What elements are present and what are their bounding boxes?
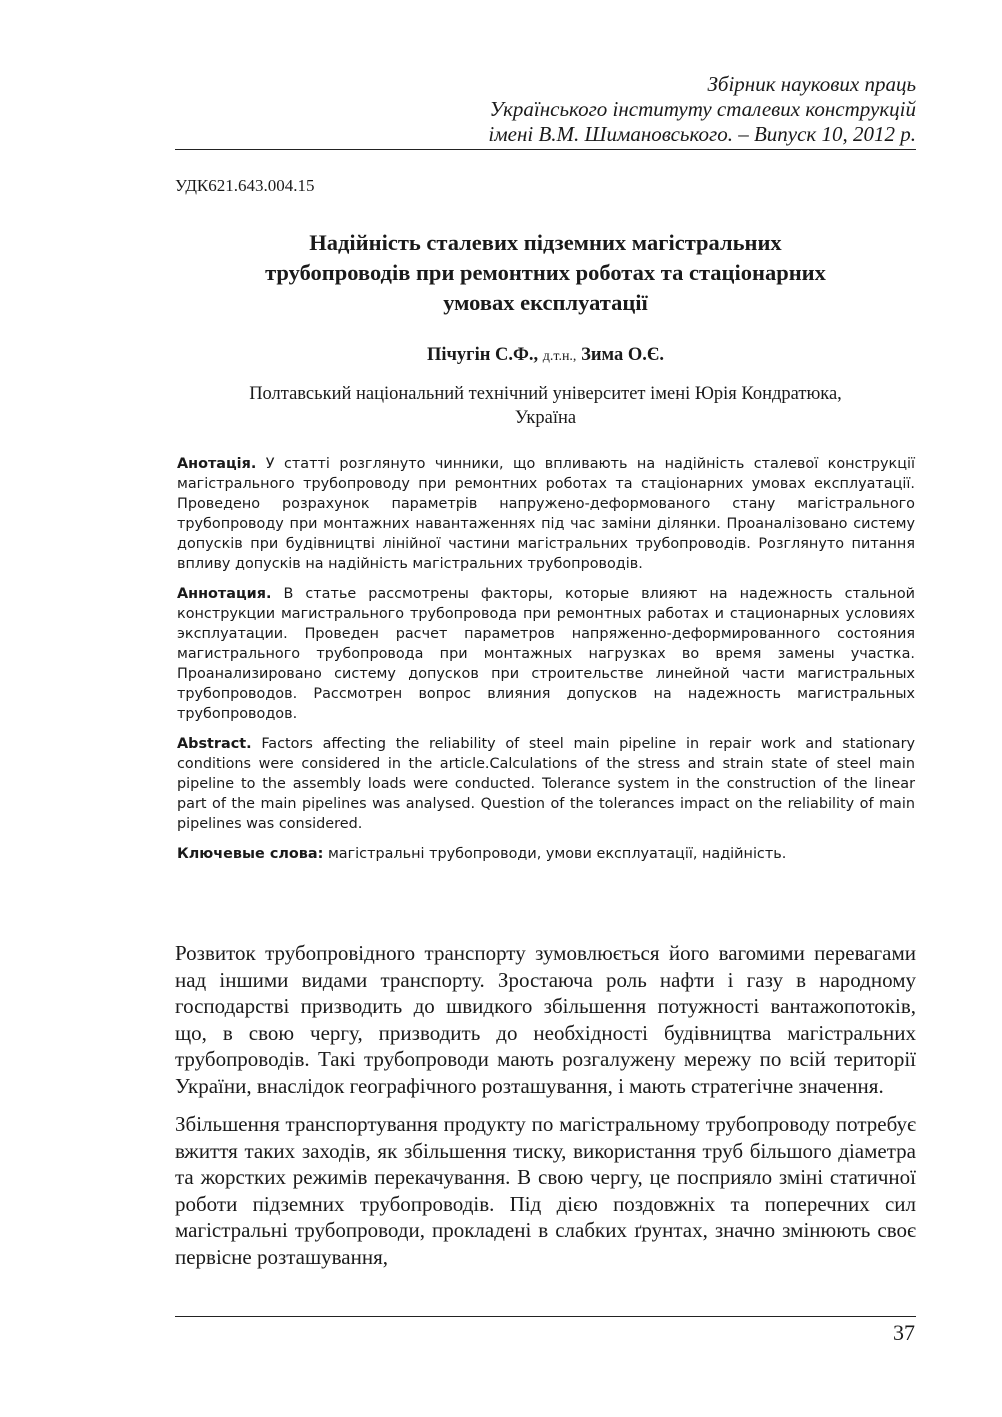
abstract-ukrainian-label: Анотація.: [177, 456, 257, 472]
author-2: Зима О.Є.: [581, 345, 665, 365]
keywords-text: магістральні трубопроводи, умови експлуатації, надійність.: [327, 846, 787, 862]
keywords-label: Ключевые слова:: [177, 846, 324, 862]
affiliation-line-2: Україна: [514, 408, 577, 428]
abstract-russian: [177, 584, 915, 724]
body-paragraph-1: Розвиток трубопровідного транспорту зумовлюється його вагомими перевагами над іншими видами транспорту. Зростаюча роль нафти і газу в народному господарстві призводить до швидкого збільшення потужності вантажопотоків, що, в свою чергу, призводить до необхідності будівництва магістральних трубопроводів. Такі трубопроводи мають розгалужену мережу по всій території України, внаслідок географічного розташування, і мають стратегічне значення.: [175, 941, 916, 1098]
affiliation-line-1: Полтавський національний технічний університет імені Юрія Кондратюка,: [249, 384, 842, 404]
footer-divider: [175, 1316, 916, 1317]
abstracts-section: [177, 454, 915, 874]
journal-header-line-2: Українського інституту сталевих конструкцій: [489, 97, 916, 121]
journal-header-line-1: Збірник наукових праць: [707, 72, 916, 96]
journal-header: [316, 72, 916, 147]
journal-header-line-3: імені В.М. Шимановського. – Випуск 10, 2012 р.: [488, 122, 916, 146]
udk-code: УДК621.643.004.15: [175, 176, 315, 195]
title-line-2: трубопроводів при ремонтних роботах та стаціонарних: [265, 260, 826, 285]
author-degree: д.т.н.,: [542, 349, 577, 364]
page-number: 37: [893, 1320, 915, 1345]
affiliation: [175, 382, 916, 430]
author-1: Пічугін С.Ф.,: [426, 345, 539, 365]
abstract-english-label: Abstract.: [177, 736, 252, 752]
keywords: [177, 844, 915, 864]
header-divider: [175, 149, 916, 150]
title-line-3: умовах експлуатації: [443, 290, 648, 315]
paper-title: [175, 228, 916, 318]
abstract-english-text: Factors affecting the reliability of steel main pipeline in repair work and stationary conditions were considered in the article.Calculations of the stress and strain state of steel main pipeline to the assembly loads were conducted. Tolerance system in the construction of the linear part of the main pipelines was analysed. Question of the tolerances impact on the reliability of main pipelines was considered.: [177, 736, 915, 832]
authors: [175, 345, 916, 366]
abstract-english: [177, 734, 915, 834]
abstract-russian-text: В статье рассмотрены факторы, которые влияют на надежность стальной конструкции магистрального трубопровода при ремонтных работах и стационарных условиях эксплуатации. Проведен расчет параметров напряженно-деформированного состояния магистрального трубопровода при монтажных нагрузках во время замены участка. Проанализировано систему допусков при строительстве линейной части магистральных трубопроводов. Рассмотрен вопрос влияния допусков на надежность магистральных трубопроводов.: [177, 586, 915, 722]
abstract-russian-label: Аннотация.: [177, 586, 272, 602]
body-text: [175, 940, 916, 1282]
abstract-ukrainian: [177, 454, 915, 574]
abstract-ukrainian-text: У статті розглянуто чинники, що впливають на надійність сталевої конструкції магістрального трубопроводу при ремонтних роботах та стаціонарних умовах експлуатації. Проведено розрахунок параметрів напружено-деформованого стану магістрального трубопроводу при монтажних навантаженнях під час заміни ділянки. Проаналізовано систему допусків при будівництві лінійної частини магістральних трубопроводів. Розглянуто питання впливу допусків на надійність магістральних трубопроводів.: [177, 456, 915, 572]
title-line-1: Надійність сталевих підземних магістральних: [309, 230, 782, 255]
body-paragraph-2: Збільшення транспортування продукту по магістральному трубопроводу потребує вжиття таких заходів, як збільшення тиску, використання труб більшого діаметра та жорстких режимів перекачування. В свою чергу, це посприяло зміні статичної роботи підземних трубопроводів. Під дією поздовжніх та поперечних сил магістральні трубопроводи, прокладені в слабких ґрунтах, значно змінюють своє первісне розташування,: [175, 1112, 916, 1269]
